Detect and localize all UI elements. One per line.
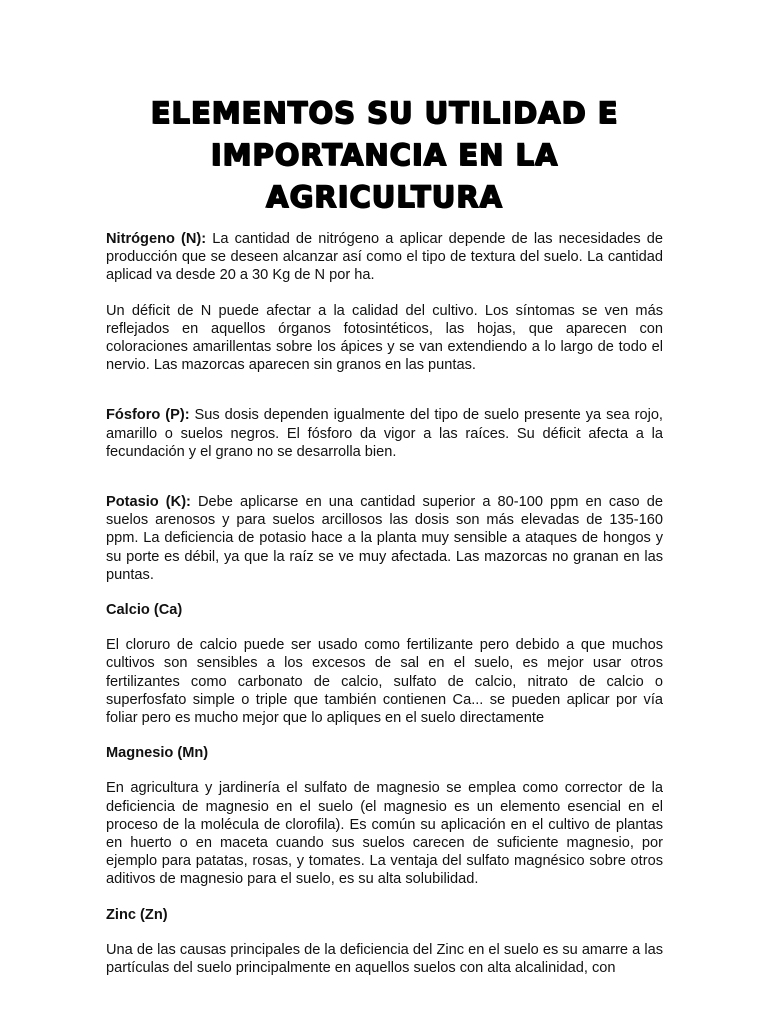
document-title xyxy=(106,92,663,218)
calcio-paragraph: El cloruro de calcio puede ser usado como fertilizante pero debido a que muchos cultivos son sensibles a los excesos de sal en el suelo, es mejor usar otros fertilizantes como carbonato de calcio, sulfato de calcio, nitrato de calcio o superfosfato simple o triple que también contienen Ca... se pueden aplicar por vía foliar pero es mucho mejor que lo apliques en el suelo directamente xyxy=(106,637,663,727)
nitrogeno-deficit-paragraph: Un déficit de N puede afectar a la calidad del cultivo. Los síntomas se ven más reflejados en aquellos órganos fotosintéticos, las hojas, que aparecen con coloraciones amarillentas sobre los ápices y se van extendiendo a lo largo de todo el nervio. Las mazorcas aparecen sin granos en las puntas. xyxy=(106,302,663,374)
potasio-paragraph xyxy=(106,493,663,584)
magnesio-paragraph: En agricultura y jardinería el sulfato de magnesio se emplea como corrector de la deficiencia de magnesio en el suelo (el magnesio es un elemento esencial en el proceso de la molécula de clorofila). Es común su aplicación en el cultivo de plantas en huerto o en maceta cuando sus suelos carecen de suficiente magnesio, por ejemplo para patatas, rosas, y tomates. La ventaja del sulfato magnésico sobre otros aditivos de magnesio para el suelo, es su alta solubilidad. xyxy=(106,780,663,888)
nitrogeno-paragraph xyxy=(106,230,663,285)
fosforo-label: Fósforo (P): xyxy=(106,407,190,424)
fosforo-paragraph xyxy=(106,406,663,461)
potasio-text: Debe aplicarse en una cantidad superior a 80-100 ppm en caso de suelos arenosos y para suelos arcillosos las dosis son más elevadas de 135-160 ppm. La deficiencia de potasio hace a la planta muy sensible a ataques de hongos y su porte es débil, ya que la raíz se ve muy afectada. Las mazorcas no granan en las puntas. xyxy=(106,494,663,583)
title-line-1: ELEMENTOS SU UTILIDAD E xyxy=(150,96,619,130)
title-line-3: AGRICULTURA xyxy=(266,180,503,214)
zinc-paragraph: Una de las causas principales de la deficiencia del Zinc en el suelo es su amarre a las partículas del suelo principalmente en aquellos suelos con alta alcalinidad, con xyxy=(106,941,663,977)
zinc-heading: Zinc (Zn) xyxy=(106,906,168,923)
calcio-heading: Calcio (Ca) xyxy=(106,602,183,619)
potasio-label: Potasio (K): xyxy=(106,494,191,511)
nitrogeno-text: La cantidad de nitrógeno a aplicar depende de las necesidades de producción que se deseen alcanzar así como el tipo de textura del suelo. La cantidad aplicad va desde 20 a 30 Kg de N por ha. xyxy=(106,231,663,284)
document-page xyxy=(106,92,663,994)
nitrogeno-label: Nitrógeno (N): xyxy=(106,231,207,247)
title-line-2: IMPORTANCIA EN LA xyxy=(210,138,559,172)
fosforo-text: Sus dosis dependen igualmente del tipo de suelo presente ya sea rojo, amarillo o suelos negros. El fósforo da vigor a las raíces. Su déficit afecta a la fecundación y el grano no se desarrolla bien. xyxy=(106,407,663,460)
magnesio-heading: Magnesio (Mn) xyxy=(106,745,209,762)
